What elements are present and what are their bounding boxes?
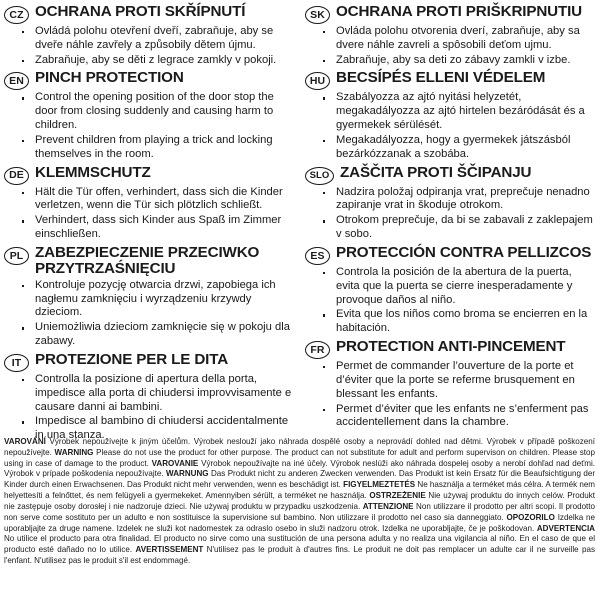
bullet-item: Control the opening position of the door stop the door from closing suddenly and causing harm to children. (20, 91, 293, 132)
bullet-item: Szabályozza az ajtó nyitási helyzetét, megakadályozza az ajtó hirtelen bezáródását és a gyermekek sérülését. (321, 91, 594, 132)
warning-keyword: ADVERTENCIA (536, 523, 595, 533)
language-heading (305, 165, 594, 185)
warning-text: Výrobok nepoužívajte na iné účely. Výrobok neslúži ako náhrada dospelej osoby a nerobí dohľad nad deťmi. Výrobok v prípade poškodenia nepoužívajte. (4, 458, 595, 479)
language-badge-slo: SLO (305, 167, 334, 185)
language-heading (4, 70, 293, 90)
section-title: ZABEZPIECZENIE PRZECIWKO PRZYTRZAŚNIĘCIU (35, 243, 260, 278)
bullet-item: Hält die Tür offen, verhindert, dass sich die Kinder verletzen, wenn die Tür sich plötzlich schließt. (20, 186, 293, 214)
language-badge-sk: SK (305, 6, 330, 24)
bullet-list (4, 186, 293, 242)
warning-keyword: VAROVÁNÍ (4, 437, 46, 446)
bullet-item: Permet d’éviter que les enfants ne s’enferment pas accidentellement dans la chambre. (321, 403, 594, 431)
bullet-item: Ovládá polohu otevření dveří, zabraňuje, aby se dveře náhle zavřely a způsobily dětem újmu. (20, 25, 293, 53)
warning-text: Ne használja a terméket más célra. A termék nem helyettesíti a felnőttet, és nem felügyeli a gyermekeket. Amennyiben sérült, a terméket ne használja. (4, 480, 595, 501)
language-block-en (4, 70, 293, 161)
bullet-item: Zabraňuje, aby se děti z legrace zamkly v pokoji. (20, 54, 293, 68)
bullet-list (4, 279, 293, 349)
section-title: ZAŠČITA PROTI ŠČIPANJU (340, 163, 532, 181)
language-block-fr (305, 339, 594, 430)
language-block-slo (305, 165, 594, 242)
warning-text: Non utilizzare il prodotto per altri scopi. Il prodotto non serve come sostituto per un adulto e non sostituisce la supervisione sul bambino. Non utilizzare il prodotto nel caso sia danneggiato. (4, 501, 595, 522)
language-block-cz (4, 4, 293, 67)
warning-keyword: WARNUNG (166, 469, 209, 479)
bullet-list (305, 25, 594, 67)
warning-keyword: OSTRZEŻENIE (369, 491, 426, 501)
language-block-it (4, 352, 293, 443)
language-badge-cz: CZ (4, 6, 29, 24)
section-title: OCHRANA PROTI PRIŠKRIPNUTIU (336, 3, 582, 20)
bullet-item: Impedisce al bambino di chiudersi accidentalmente in una stanza. (20, 415, 293, 443)
language-block-de (4, 165, 293, 242)
warning-keyword: ATTENZIONE (362, 501, 414, 511)
language-block-sk (305, 4, 594, 67)
language-badge-en: EN (4, 72, 29, 90)
language-heading (4, 352, 293, 372)
section-title: OCHRANA PROTI SKŘÍPNUTÍ (35, 3, 246, 20)
left-language-column (4, 4, 299, 440)
section-title: KLEMMSCHUTZ (35, 163, 151, 181)
warning-paragraph (4, 437, 595, 567)
warning-keyword: OPOZORILO (506, 512, 555, 522)
language-heading (305, 70, 594, 90)
language-heading (4, 4, 293, 24)
language-heading (305, 4, 594, 24)
section-title: PROTECTION ANTI-PINCEMENT (336, 338, 566, 356)
warning-keyword: AVERTISSEMENT (135, 545, 204, 555)
bullet-list (4, 373, 293, 443)
bullet-item: Prevent children from playing a trick and locking themselves in the room. (20, 134, 293, 162)
language-badge-es: ES (305, 247, 330, 265)
section-title: PROTEZIONE PER LE DITA (35, 350, 229, 368)
bullet-item: Ovláda polohu otvorenia dverí, zabraňuje, aby sa dvere náhle zavreli a spôsobili deťom ujmu. (321, 25, 594, 53)
warning-keyword: WARNING (54, 447, 94, 457)
right-language-column (299, 4, 594, 440)
warning-text: Výrobek nepoužívejte k jiným účelům. Výrobek neslouží jako náhrada dospělé osoby a neprovádí dohled nad dětmi. Výrobek v případě poškození nepoužívejte. (4, 437, 595, 457)
warning-keyword: FIGYELMEZTETÉS (343, 480, 416, 490)
bullet-item: Evita que los niños como broma se encierren en la habitación. (321, 308, 594, 336)
language-heading (305, 339, 594, 359)
bullet-item: Nadzira položaj odpiranja vrat, preprečuje nenadno zapiranje vrat in škoduje otrokom. (321, 186, 594, 214)
bullet-list (4, 25, 293, 67)
language-heading (305, 245, 594, 265)
warning-text: No utilice el producto para otra finalidad. El producto no sirve como una sustitución de una persona adulta y no realiza una vigilancia al niño. En el caso de que el producto esté dañado no lo utilice. (4, 534, 595, 555)
warning-text: Nie używaj produktu do innych celów. Produkt nie zastępuje osoby dorosłej i nie nadzoruje dzieci. Nie używaj produktu w przypadku uszkodzenia. (4, 491, 595, 511)
language-badge-hu: HU (305, 72, 330, 90)
language-badge-pl: PL (4, 247, 29, 265)
bullet-item: Permet de commander l’ouverture de la porte et d’éviter que la porte se referme brusquement en blessant les enfants. (321, 360, 594, 401)
bullet-item: Verhindert, dass sich Kinder aus Spaß im Zimmer einschließen. (20, 214, 293, 242)
bullet-list (305, 360, 594, 430)
bullet-item: Otrokom preprečuje, da bi se zabavali z zaklepajem v sobo. (321, 214, 594, 242)
language-block-hu (305, 70, 594, 161)
language-heading (4, 165, 293, 185)
bullet-list (305, 186, 594, 242)
bullet-list (305, 266, 594, 336)
bullet-item: Zabraňuje, aby sa deti zo zábavy zamkli v izbe. (321, 54, 594, 68)
language-badge-it: IT (4, 354, 29, 372)
warning-text: Izdelka ne uporabljajte za druge namene. Izdelek ne služi kot nadomestek za odraslo osebo in služi nadzoru otrok. Izdelka ne uporabljajte, če je poškodovan. (4, 512, 596, 533)
bullet-list (4, 91, 293, 161)
warning-text: N'utilisez pas le produit à d'autres fins. Le produit ne doit pas remplacer un adulte car il ne surveille pas l'enfant. N'utilisez pas le produit s'il est endommagé. (4, 545, 595, 565)
bullet-list (305, 91, 594, 161)
warning-text: Please do not use the product for other purpose. The product can not substitute for adult and perform supervison on children. Please stop using in case of damage to the product. (4, 447, 595, 468)
language-heading (4, 245, 293, 278)
warning-text: Das Produkt nicht zu anderen Zwecken verwenden. Das Produkt ist kein Ersatz für die Beaufsichtigung der Kinder durch einen Erwachsenen. Das Produkt nicht mehr verwenden, wenn es beschädigt ist. (4, 469, 596, 490)
language-block-pl (4, 245, 293, 349)
bullet-item: Megakadályozza, hogy a gyermekek játszásból bezárkózzanak a szobába. (321, 134, 594, 162)
warning-keyword: VAROVANIE (151, 458, 199, 468)
section-title: BECSÍPÉS ELLENI VÉDELEM (336, 69, 546, 87)
section-title: PINCH PROTECTION (35, 69, 184, 87)
bullet-item: Uniemożliwia dzieciom zamknięcie się w pokoju dla zabawy. (20, 321, 293, 349)
bullet-item: Controla la posición de la abertura de la puerta, evita que la puerta se cierre inesperadamente y provoque daños al niño. (321, 266, 594, 307)
section-title: PROTECCIÓN CONTRA PELLIZCOS (336, 243, 592, 261)
bullet-item: Controlla la posizione di apertura della porta, impedisce alla porta di chiudersi improvvisamente e causare danni ai bambini. (20, 373, 293, 414)
language-columns (4, 4, 594, 440)
bullet-item: Kontroluje pozycję otwarcia drzwi, zapobiega ich nagłemu zamknięciu i wyrządzeniu krzywdy dzieciom. (20, 279, 293, 320)
language-badge-de: DE (4, 167, 29, 185)
language-badge-fr: FR (305, 341, 330, 359)
language-block-es (305, 245, 594, 336)
